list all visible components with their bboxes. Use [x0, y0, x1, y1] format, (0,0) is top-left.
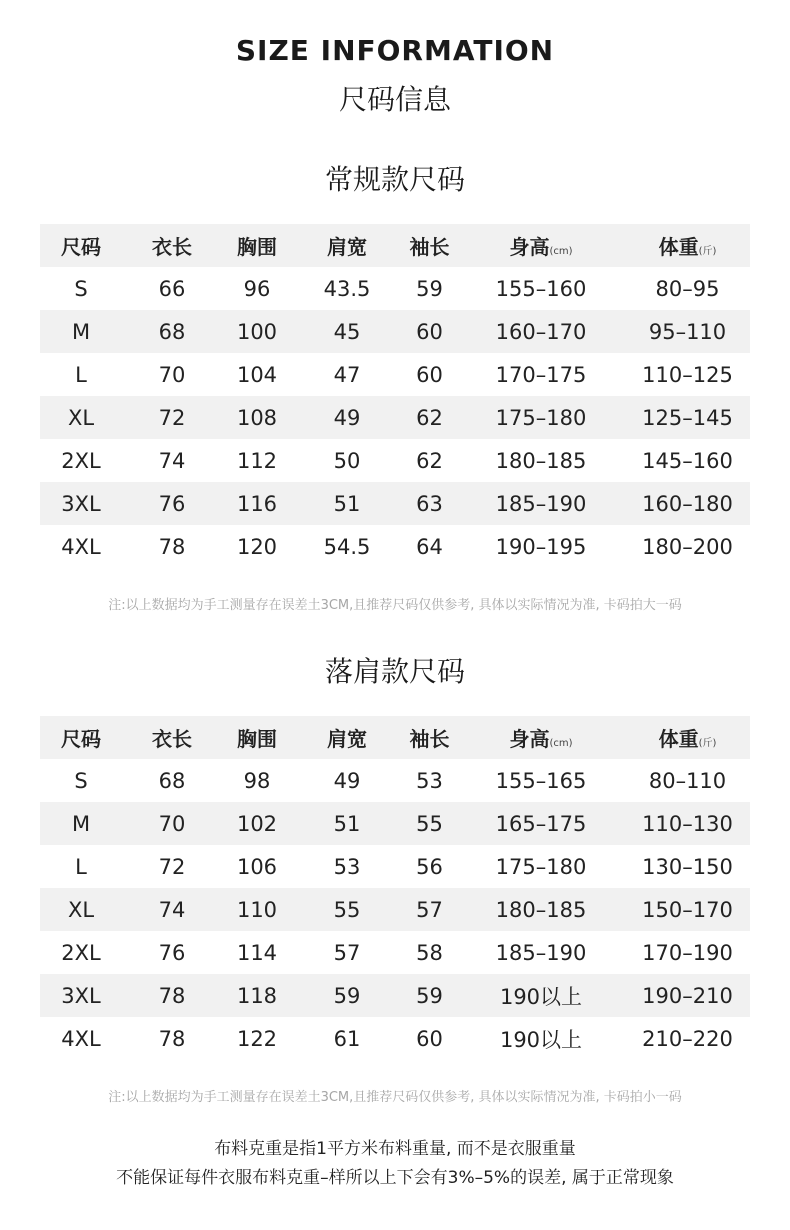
table-row: [40, 353, 750, 396]
cell-weight: 95–110: [648, 319, 727, 344]
header-size: 尺码: [61, 727, 101, 751]
cell-shoulder: 55: [333, 897, 361, 922]
table-row: [40, 267, 750, 310]
cell-chest: 122: [236, 1026, 278, 1051]
cell-sleeve: 56: [416, 854, 443, 879]
cell-weight: 180–200: [642, 534, 733, 559]
cell-weight: 210–220: [642, 1026, 733, 1051]
cell-length: 70: [158, 362, 186, 387]
cell-chest: 106: [236, 854, 278, 879]
table-header-row: [40, 716, 750, 759]
cell-weight: 160–180: [642, 491, 733, 516]
cell-sleeve: 59: [416, 983, 443, 1008]
cell-shoulder: 51: [333, 811, 361, 836]
table-row: [40, 931, 750, 974]
table-header-row: [40, 224, 750, 267]
cell-chest: 108: [236, 405, 278, 430]
header-shoulder: 肩宽: [327, 727, 367, 751]
cell-shoulder: 53: [333, 854, 361, 879]
cell-weight: 110–130: [642, 811, 733, 836]
cell-weight: 125–145: [642, 405, 733, 430]
header-weight: 体重(斤): [658, 727, 717, 751]
unit-jin: (斤): [698, 246, 717, 257]
cell-chest: 100: [236, 319, 278, 344]
cell-chest: 118: [236, 983, 278, 1008]
drop-section-title: 落肩款尺码: [324, 655, 465, 688]
cell-size: S: [74, 768, 88, 793]
cell-sleeve: 53: [416, 768, 443, 793]
header-sleeve: 袖长: [409, 727, 450, 751]
cell-length: 68: [158, 768, 186, 793]
cell-length: 72: [158, 405, 186, 430]
cell-weight: 80–95: [655, 276, 720, 301]
cell-chest: 112: [236, 448, 278, 473]
cell-weight: 130–150: [642, 854, 733, 879]
page-title-cn: 尺码信息: [338, 83, 451, 116]
cell-weight: 170–190: [642, 940, 733, 965]
table-row: [40, 888, 750, 931]
cell-weight: 145–160: [642, 448, 733, 473]
cell-size: L: [75, 854, 87, 879]
cell-sleeve: 62: [416, 405, 443, 430]
cell-height: 155–165: [495, 768, 587, 793]
cell-length: 76: [158, 491, 186, 516]
table-row: [40, 482, 750, 525]
cell-length: 74: [158, 897, 186, 922]
cell-height: 180–185: [495, 897, 587, 922]
table-row: [40, 759, 750, 802]
cell-size: M: [71, 811, 91, 836]
cell-length: 66: [158, 276, 186, 301]
cell-shoulder: 50: [333, 448, 361, 473]
header-length: 衣长: [152, 727, 192, 751]
cell-weight: 190–210: [642, 983, 733, 1008]
cell-shoulder: 45: [333, 319, 361, 344]
cell-weight: 110–125: [642, 362, 733, 387]
cell-height: 190以上: [499, 1027, 583, 1052]
cell-height: 165–175: [495, 811, 587, 836]
regular-size-table: [40, 224, 750, 568]
table-row: [40, 974, 750, 1017]
cell-height: 160–170: [495, 319, 587, 344]
cell-height: 170–175: [495, 362, 587, 387]
header-sleeve: 袖长: [409, 235, 450, 259]
cell-shoulder: 49: [333, 768, 361, 793]
cell-length: 74: [158, 448, 186, 473]
cell-chest: 102: [236, 811, 278, 836]
unit-cm: (cm): [549, 738, 573, 749]
cell-size: 2XL: [61, 940, 101, 965]
header-height: 身高(cm): [509, 727, 573, 751]
cell-size: 3XL: [61, 983, 101, 1008]
cell-size: M: [71, 319, 91, 344]
cell-height: 190–195: [495, 534, 587, 559]
cell-height: 185–190: [495, 491, 587, 516]
cell-length: 68: [158, 319, 186, 344]
cell-chest: 98: [243, 768, 271, 793]
drop-size-table: [40, 716, 750, 1060]
cell-shoulder: 57: [333, 940, 361, 965]
cell-sleeve: 64: [416, 534, 443, 559]
cell-sleeve: 63: [416, 491, 443, 516]
cell-weight: 150–170: [642, 897, 733, 922]
cell-chest: 110: [236, 897, 278, 922]
cell-chest: 96: [243, 276, 271, 301]
cell-size: XL: [67, 897, 95, 922]
page-title-en: SIZE INFORMATION: [235, 34, 555, 67]
cell-height: 155–160: [495, 276, 587, 301]
cell-sleeve: 60: [416, 362, 443, 387]
cell-length: 78: [158, 534, 186, 559]
cell-shoulder: 51: [333, 491, 361, 516]
unit-jin: (斤): [698, 738, 717, 749]
table-row: [40, 310, 750, 353]
cell-shoulder: 43.5: [323, 276, 371, 301]
cell-shoulder: 61: [333, 1026, 361, 1051]
header-chest: 胸围: [237, 727, 277, 751]
table-row: [40, 525, 750, 568]
cell-shoulder: 54.5: [323, 534, 371, 559]
table-row: [40, 396, 750, 439]
cell-length: 76: [158, 940, 186, 965]
cell-length: 78: [158, 1026, 186, 1051]
cell-height: 175–180: [495, 405, 587, 430]
cell-weight: 80–110: [648, 768, 727, 793]
regular-note: 注:以上数据均为手工测量存在误差土3CM,且推荐尺码仅供参考, 具体以实际情况为准, 卡码拍大一码: [108, 598, 682, 613]
cell-size: 4XL: [61, 534, 101, 559]
cell-height: 185–190: [495, 940, 587, 965]
cell-shoulder: 49: [333, 405, 361, 430]
cell-sleeve: 62: [416, 448, 443, 473]
cell-sleeve: 60: [416, 1026, 443, 1051]
header-length: 衣长: [152, 235, 192, 259]
cell-size: L: [75, 362, 87, 387]
cell-height: 175–180: [495, 854, 587, 879]
table-row: [40, 1017, 750, 1060]
unit-cm: (cm): [549, 246, 573, 257]
cell-chest: 104: [236, 362, 278, 387]
cell-size: XL: [67, 405, 95, 430]
cell-chest: 114: [236, 940, 278, 965]
drop-note: 注:以上数据均为手工测量存在误差土3CM,且推荐尺码仅供参考, 具体以实际情况为准, 卡码拍小一码: [108, 1090, 682, 1105]
footer-line-2: 不能保证每件衣服布料克重–样所以上下会有3%–5%的误差, 属于正常现象: [116, 1168, 674, 1188]
footer-line-1: 布料克重是指1平方米布料重量, 而不是衣服重量: [214, 1139, 576, 1159]
cell-chest: 120: [236, 534, 278, 559]
cell-size: 4XL: [61, 1026, 101, 1051]
cell-sleeve: 57: [416, 897, 443, 922]
table-row: [40, 439, 750, 482]
cell-height: 190以上: [499, 984, 583, 1009]
cell-sleeve: 58: [416, 940, 443, 965]
cell-shoulder: 59: [333, 983, 361, 1008]
cell-length: 78: [158, 983, 186, 1008]
cell-sleeve: 59: [416, 276, 443, 301]
header-chest: 胸围: [237, 235, 277, 259]
cell-sleeve: 60: [416, 319, 443, 344]
table-row: [40, 802, 750, 845]
table-row: [40, 845, 750, 888]
cell-chest: 116: [236, 491, 278, 516]
cell-length: 72: [158, 854, 186, 879]
cell-sleeve: 55: [416, 811, 443, 836]
cell-size: S: [74, 276, 88, 301]
regular-section-title: 常规款尺码: [324, 163, 465, 196]
header-size: 尺码: [61, 235, 101, 259]
header-height: 身高(cm): [509, 235, 573, 259]
cell-size: 3XL: [61, 491, 101, 516]
header-shoulder: 肩宽: [327, 235, 367, 259]
header-weight: 体重(斤): [658, 235, 717, 259]
cell-shoulder: 47: [333, 362, 361, 387]
cell-height: 180–185: [495, 448, 587, 473]
cell-length: 70: [158, 811, 186, 836]
cell-size: 2XL: [61, 448, 101, 473]
